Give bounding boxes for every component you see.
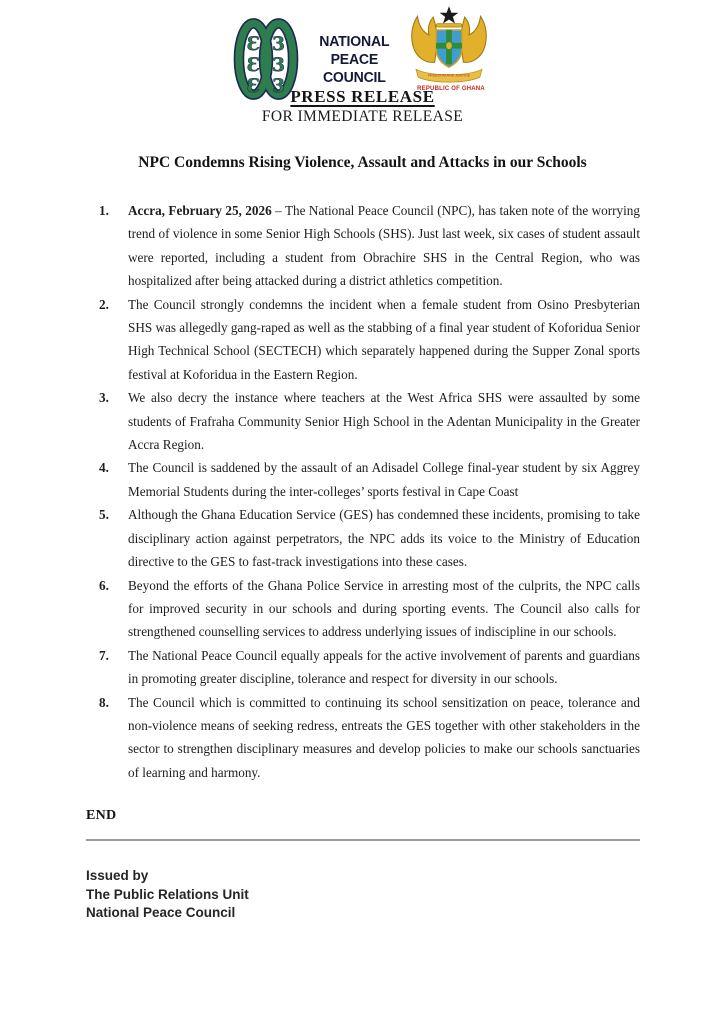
document-title: NPC Condemns Rising Violence, Assault and Attacks in our Schools xyxy=(138,154,587,171)
list-item-text: Accra, February 25, 2026 – The National Peace Council (NPC), has taken note of the worrying trend of violence in some Senior High Schools (SHS). Just last week, six cases of student assault were reported, including a student from Obrachire SHS in the Central Region, who was hospitalized after being attacked during a district athletics competition. xyxy=(128,203,640,289)
list-item xyxy=(85,199,640,293)
unit-line: The Public Relations Unit xyxy=(86,886,249,902)
org-name-line1: NATIONAL PEACE xyxy=(319,34,390,68)
list-item xyxy=(85,574,640,644)
list-item-text: Although the Ghana Education Service (GES) has condemned these incidents, promising to take disciplinary action against perpetrators, the NPC adds its voice to the Ministry of Education directive to the GES to fast-track investigations into these cases. xyxy=(128,507,640,570)
list-item xyxy=(85,644,640,691)
list-item-text: The Council is saddened by the assault of an Adisadel College final-year student by six Aggrey Memorial Students during the inter-colleges’ sports festival in Cape Coast xyxy=(128,460,640,499)
signature-block xyxy=(86,867,725,923)
svg-text:Ɛ: Ɛ xyxy=(246,54,261,76)
org-name xyxy=(300,33,409,87)
list-item xyxy=(85,503,640,573)
footer-divider xyxy=(86,839,640,841)
list-item-number: 5. xyxy=(99,507,109,523)
ghana-coat-of-arms-icon xyxy=(406,4,492,86)
list-item-number: 6. xyxy=(99,577,109,593)
list-item xyxy=(85,691,640,785)
svg-text:Ɛ: Ɛ xyxy=(246,76,261,98)
svg-text:3: 3 xyxy=(272,54,285,76)
list-item xyxy=(85,456,640,503)
press-release-heading: PRESS RELEASE xyxy=(290,87,435,106)
coat-caption: REPUBLIC OF GHANA xyxy=(417,86,485,92)
svg-text:Ɛ: Ɛ xyxy=(246,33,261,55)
list-item-number: 1. xyxy=(99,203,109,218)
svg-text:3: 3 xyxy=(272,33,285,55)
numbered-paragraphs xyxy=(85,199,640,784)
list-item-number: 7. xyxy=(99,647,109,663)
list-item-number: 2. xyxy=(99,296,109,312)
release-status-line: FOR IMMEDIATE RELEASE xyxy=(261,108,464,125)
coat-ribbon-text: FREEDOM AND JUSTICE xyxy=(427,73,471,78)
list-item xyxy=(85,293,640,387)
letterhead xyxy=(0,0,725,132)
list-item-text: Beyond the efforts of the Ghana Police Service in arresting most of the culprits, the NPC calls for improved security in our schools and during sporting events. The Council also calls for strengthened counselling services to address underlying issues of indiscipline in our schools. xyxy=(128,577,640,640)
list-item-text: The Council which is committed to continuing its school sensitization on peace, tolerance and non-violence means of seeking redress, entreats the GES together with other stakeholders in the sector to strengthen disciplinary measures and develop policies to make our schools sanctuaries of learning and harmony. xyxy=(128,694,640,780)
end-marker: END xyxy=(86,808,117,824)
list-item-number: 8. xyxy=(99,694,109,710)
list-item xyxy=(85,386,640,456)
list-item-text: We also decry the instance where teachers at the West Africa SHS were assaulted by some students of Frafraha Community Senior High School in the Adentan Municipality in the Greater Accra Region. xyxy=(128,390,640,453)
list-item-text: The Council strongly condemns the incident when a female student from Osino Presbyterian SHS was allegedly gang-raped as well as the stabbing of a final year student of Koforidua Senior High Technical School (SECTECH) which separately happened during the Supper Zonal sports festival at Koforidua in the Eastern Region. xyxy=(128,296,640,382)
list-item-lead: Accra, February 25, 2026 xyxy=(128,203,272,218)
list-item-text: The National Peace Council equally appeals for the active involvement of parents and guardians in promoting greater discipline, tolerance and respect for diversity in our schools. xyxy=(128,647,640,687)
issued-by-line: Issued by xyxy=(86,868,149,884)
list-item-number: 3. xyxy=(99,390,109,406)
org-line: National Peace Council xyxy=(86,905,236,921)
list-item-number: 4. xyxy=(99,460,109,476)
svg-text:3: 3 xyxy=(272,76,285,98)
org-name-line2: COUNCIL xyxy=(322,70,386,86)
